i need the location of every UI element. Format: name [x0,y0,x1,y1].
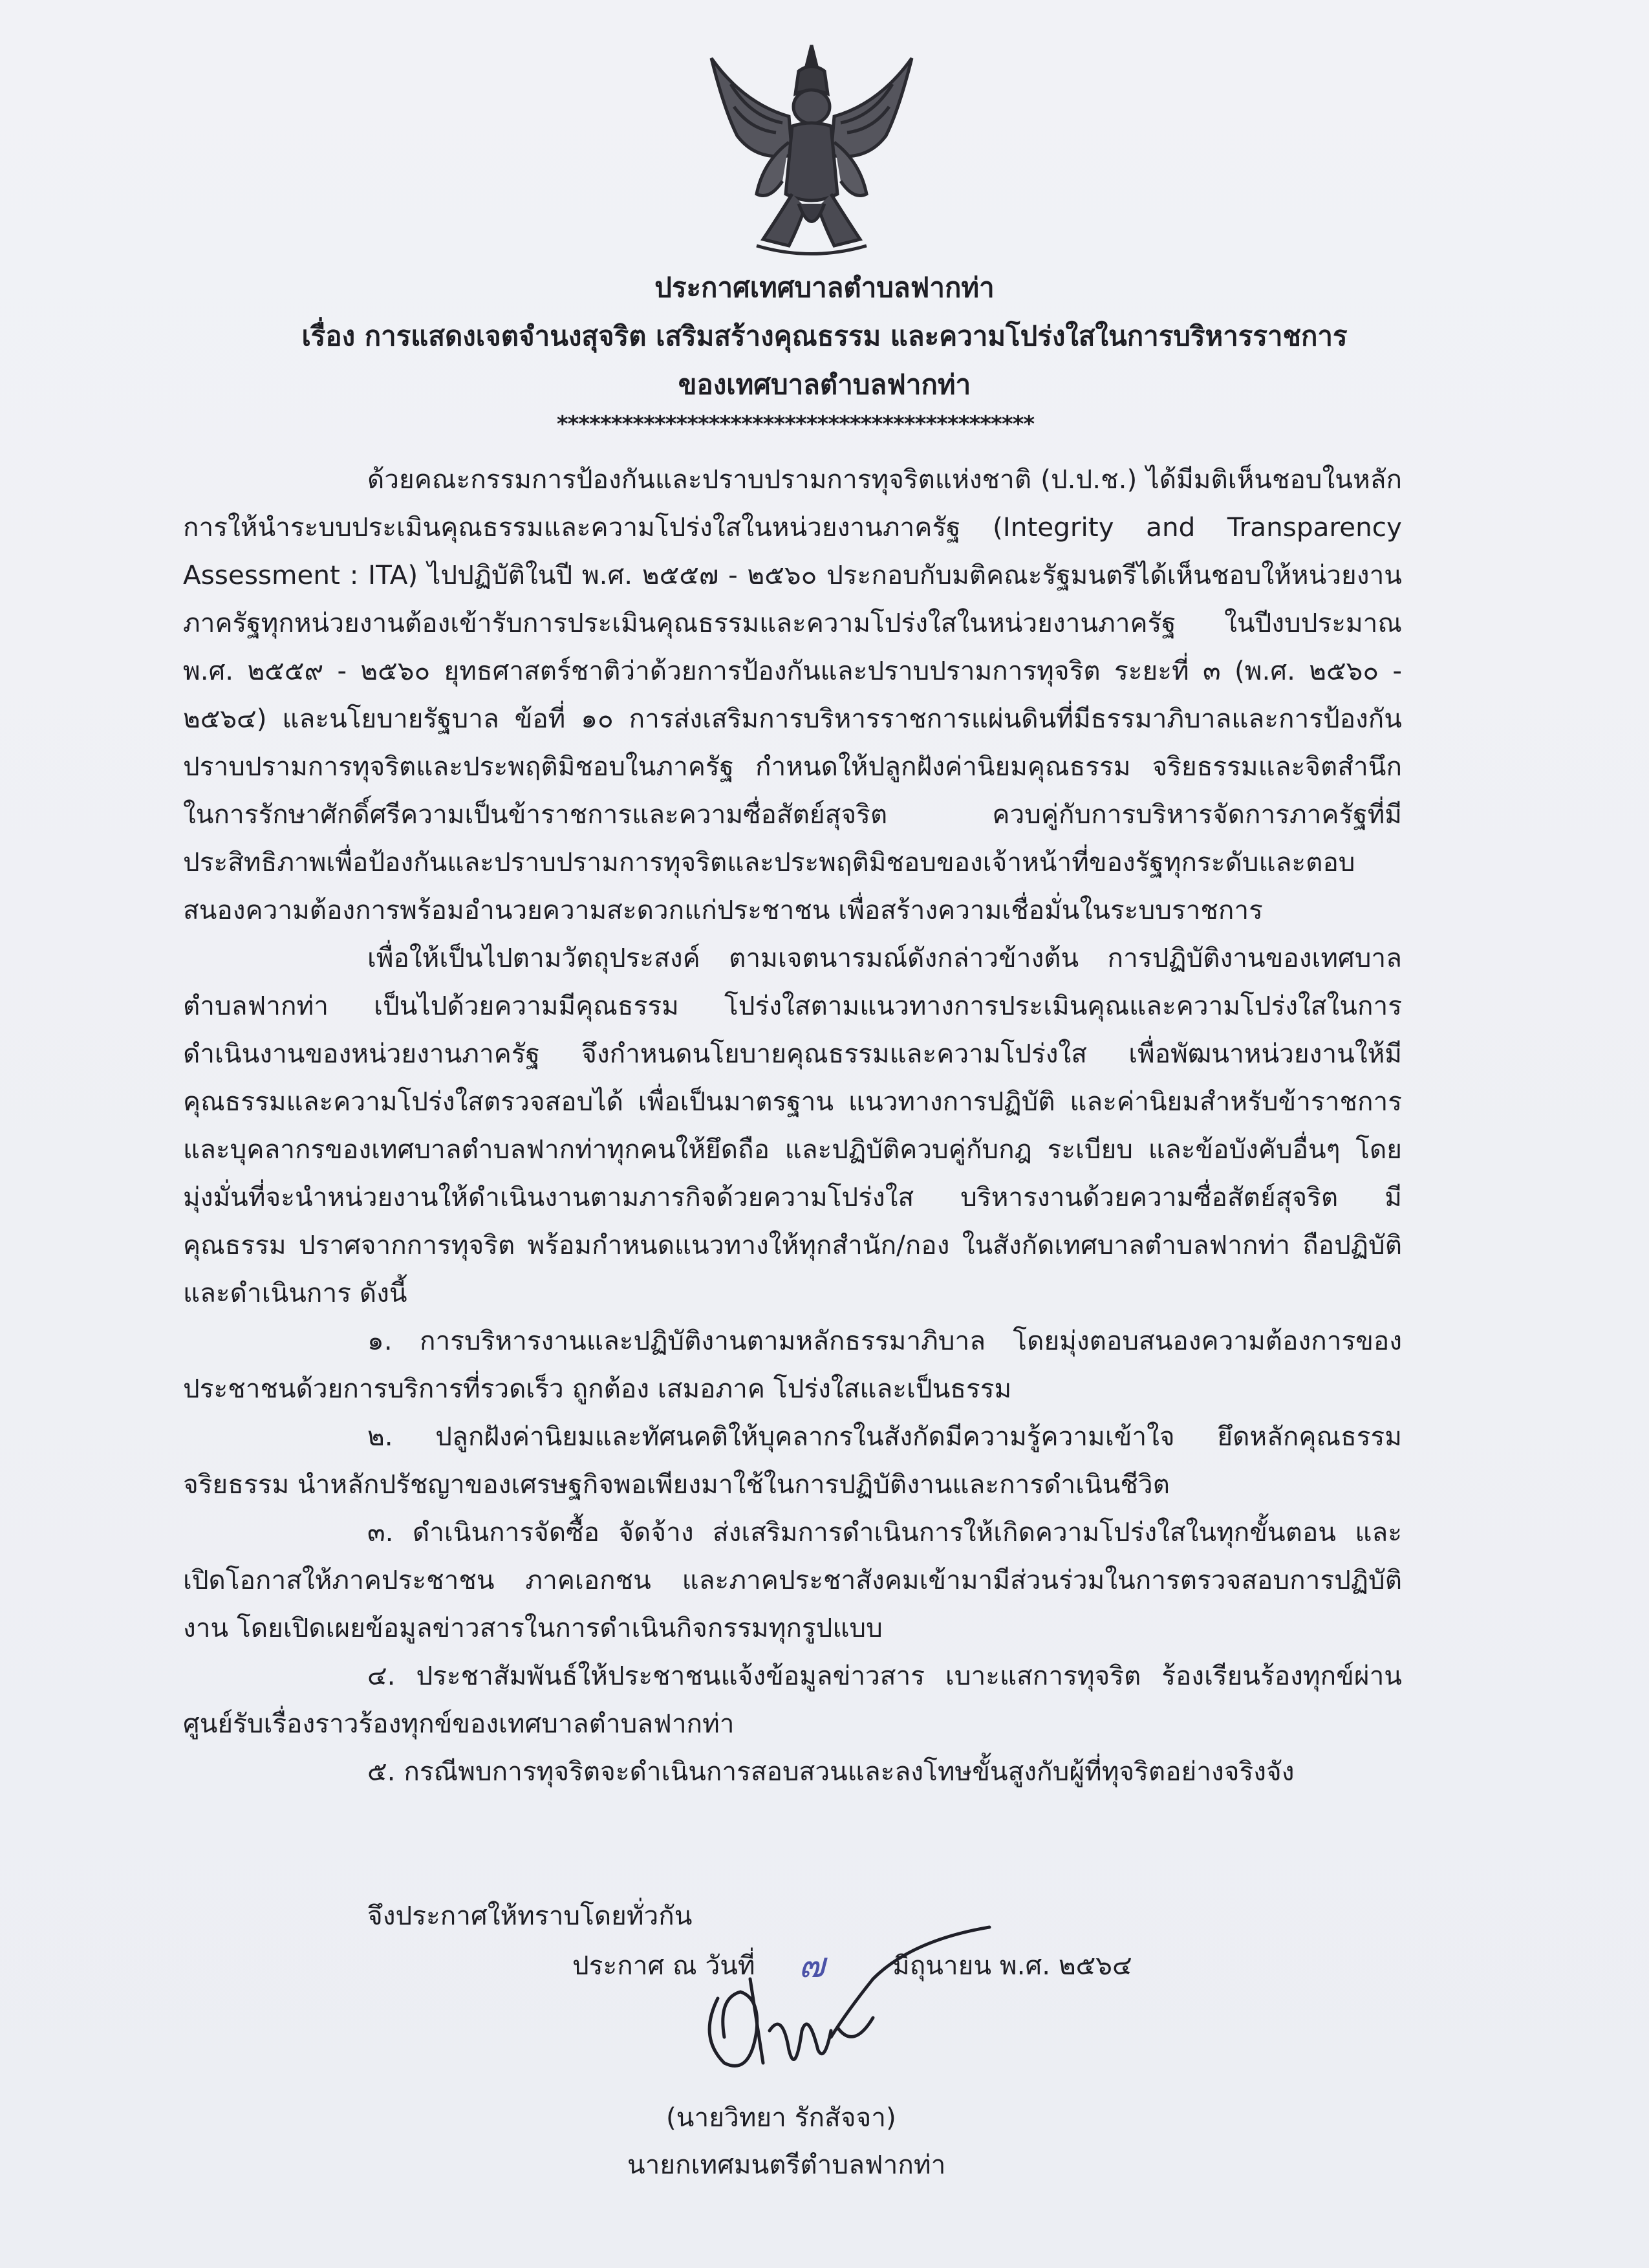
date-day-handwritten: ๗ [799,1945,825,1985]
list-item-2: ๒. ปลูกฝังค่านิยมและทัศนคติให้บุคลากรในสังกัดมีความรู้ความเข้าใจ ยึดหลักคุณธรรมจริยธรรม นำหลักปรัชญาของเศรษฐกิจพอเพียงมาใช้ในการปฏิบัติงานและการดำเนินชีวิต [183,1421,1402,1500]
paragraph-background: ด้วยคณะกรรมการป้องกันและปราบปรามการทุจริตแห่งชาติ (ป.ป.ช.) ได้มีมติเห็นชอบในหลักการให้นำระบบประเมินคุณธรรมและความโปร่งใสในหน่วยงานภาครัฐ (Integrity and Transparency Assessment : ITA) ไปปฏิบัติในปี พ.ศ. ๒๕๕๗ - ๒๕๖๐ ประกอบกับมติคณะรัฐมนตรีได้เห็นชอบให้หน่วยงานภาครัฐทุกหน่วยงานต้องเข้ารับการประเมินคุณธรรมและความโปร่งใสในหน่วยงานภาครัฐ ในปีงบประมาณ พ.ศ. ๒๕๕๙ - ๒๕๖๐ ยุทธศาสตร์ชาติว่าด้วยการป้องกันและปราบปรามการทุจริต ระยะที่ ๓ (พ.ศ. ๒๕๖๐ - ๒๕๖๔) และนโยบายรัฐบาล ข้อที่ ๑๐ การส่งเสริมการบริหารราชการแผ่นดินที่มีธรรมาภิบาลและการป้องกันปราบปรามการทุจริตและประพฤติมิชอบในภาครัฐ กำหนดให้ปลูกฝังค่านิยมคุณธรรม จริยธรรมและจิตสำนึกในการรักษาศักดิ์ศรีความเป็นข้าราชการและความซื่อสัตย์สุจริต ควบคู่กับการบริหารจัดการภาครัฐที่มีประสิทธิภาพเพื่อป้องกันและปราบปรามการทุจริตและประพฤติมิชอบของเจ้าหน้าที่ของรัฐทุกระดับและตอบสนองความต้องการพร้อมอำนวยความสะดวกแก่ประชาชน เพื่อสร้างความเชื่อมั่นในระบบราชการ [183,464,1402,925]
subject-line: เรื่อง การแสดงเจตจำนงสุจริต เสริมสร้างคุณธรรม และความโปร่งใสในการบริหารราชการ [301,320,1348,352]
signer-title: นายกเทศมนตรีตำบลฟากท่า [627,2149,946,2180]
announcement-title: ประกาศเทศบาลตำบลฟากท่า [654,272,995,303]
list-item-3: ๓. ดำเนินการจัดซื้อ จัดจ้าง ส่งเสริมการดำเนินการให้เกิดความโปร่งใสในทุกขั้นตอน และเปิดโอกาสให้ภาคประชาชน ภาคเอกชน และภาคประชาสังคมเข้ามามีส่วนร่วมในการตรวจสอบการปฏิบัติงาน โดยเปิดเผยข้อมูลข่าวสารในการดำเนินกิจกรรมทุกรูปแบบ [183,1517,1402,1643]
date-prefix: ประกาศ ณ วันที่ [572,1950,755,1981]
subject-line-continued: ของเทศบาลตำบลฟากท่า [678,369,971,400]
list-item-1: ๑. การบริหารงานและปฏิบัติงานตามหลักธรรมาภิบาล โดยมุ่งตอบสนองความต้องการของประชาชนด้วยการบริการที่รวดเร็ว ถูกต้อง เสมอภาค โปร่งใสและเป็นธรรม [183,1325,1402,1404]
separator-line: ******************************************** [556,411,1035,437]
date-month-year: มิถุนายน พ.ศ. ๒๕๖๔ [892,1950,1132,1981]
closing-announcement: จึงประกาศให้ทราบโดยทั่วกัน [367,1900,693,1931]
signature-icon [679,1901,1002,2095]
list-item-5: ๕. กรณีพบการทุจริตจะดำเนินการสอบสวนและลงโทษขั้นสูงกับผู้ที่ทุจริตอย่างจริงจัง [367,1756,1295,1787]
garuda-emblem-icon [685,32,938,265]
paragraph-purpose: เพื่อให้เป็นไปตามวัตถุประสงค์ ตามเจตนารมณ์ดังกล่าวข้างต้น การปฏิบัติงานของเทศบาลตำบลฟากท่า เป็นไปด้วยความมีคุณธรรม โปร่งใสตามแนวทางการประเมินคุณและความโปร่งใสในการดำเนินงานของหน่วยงานภาครัฐ จึงกำหนดนโยบายคุณธรรมและความโปร่งใส เพื่อพัฒนาหน่วยงานให้มีคุณธรรมและความโปร่งใสตรวจสอบได้ เพื่อเป็นมาตรฐาน แนวทางการปฏิบัติ และค่านิยมสำหรับข้าราชการและบุคลากรของเทศบาลตำบลฟากท่าทุกคนให้ยึดถือ และปฏิบัติควบคู่กับกฎ ระเบียบ และข้อบังคับอื่นๆ โดยมุ่งมั่นที่จะนำหน่วยงานให้ดำเนินงานตามภารกิจด้วยความโปร่งใส บริหารงานด้วยความซื่อสัตย์สุจริต มีคุณธรรม ปราศจากการทุจริต พร้อมกำหนดแนวทางให้ทุกสำนัก/กอง ในสังกัดเทศบาลตำบลฟากท่า ถือปฏิบัติและดำเนินการ ดังนี้ [183,942,1402,1308]
signer-name: (นายวิทยา รักสัจจา) [666,2102,896,2133]
body-text [183,455,1402,1795]
list-item-4: ๔. ประชาสัมพันธ์ให้ประชาชนแจ้งข้อมูลข่าวสาร เบาะแสการทุจริต ร้องเรียนร้องทุกข์ผ่านศูนย์รับเรื่องราวร้องทุกข์ของเทศบาลตำบลฟากท่า [183,1660,1402,1739]
